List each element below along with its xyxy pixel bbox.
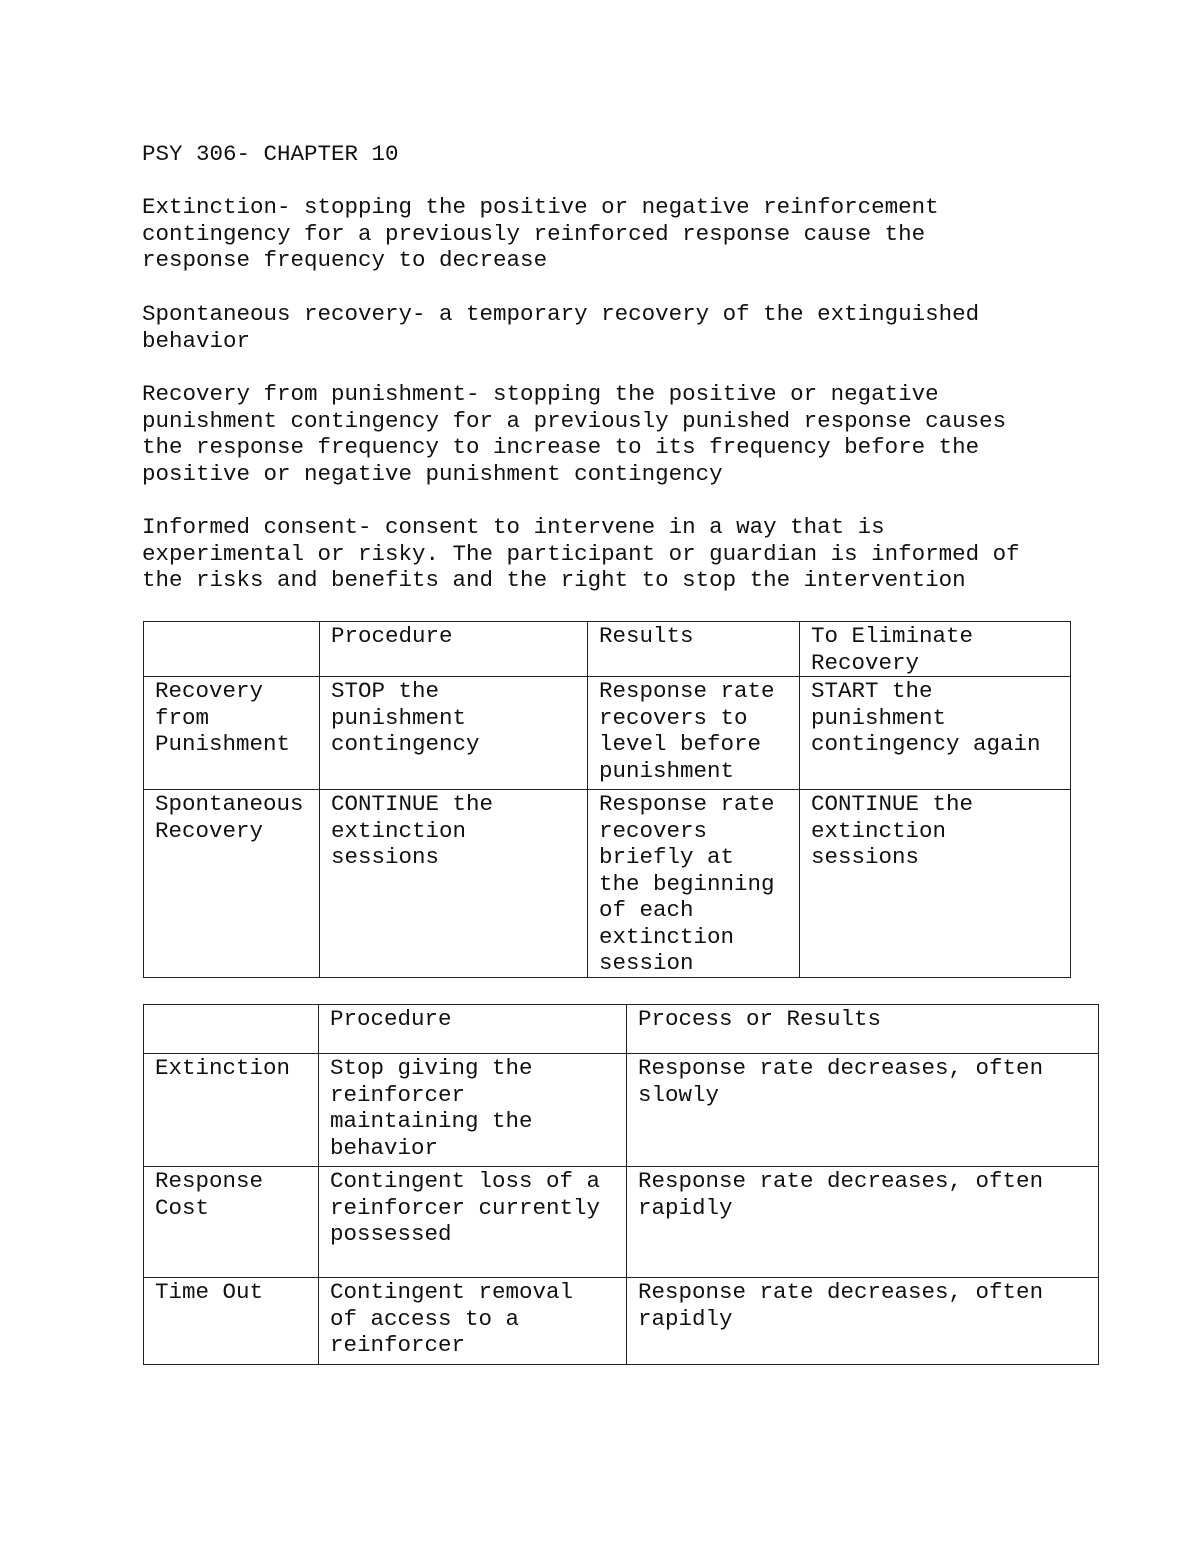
table-header-cell: Procedure bbox=[320, 622, 588, 677]
table-cell: Response rate recovers briefly at the beginning of each extinction session bbox=[588, 790, 800, 978]
table-cell: CONTINUE the extinction sessions bbox=[800, 790, 1071, 978]
table-row bbox=[144, 1054, 1099, 1167]
table-cell: Stop giving the reinforcer maintaining the behavior bbox=[319, 1054, 627, 1167]
table-cell: CONTINUE the extinction sessions bbox=[320, 790, 588, 978]
table-cell: Response rate recovers to level before punishment bbox=[588, 677, 800, 790]
table-header-cell: Results bbox=[588, 622, 800, 677]
recovery-table bbox=[143, 621, 1071, 978]
table-cell: Recovery from Punishment bbox=[144, 677, 320, 790]
table-cell: Response rate decreases, often slowly bbox=[627, 1054, 1099, 1167]
table-cell: Contingent loss of a reinforcer currently possessed bbox=[319, 1167, 627, 1278]
table-header-cell bbox=[144, 1005, 319, 1054]
table-cell: Contingent removal of access to a reinforcer bbox=[319, 1278, 627, 1365]
table-cell: Spontaneous Recovery bbox=[144, 790, 320, 978]
table-cell: Response Cost bbox=[144, 1167, 319, 1278]
document-title: PSY 306- CHAPTER 10 bbox=[142, 141, 399, 167]
table-cell: Response rate decreases, often rapidly bbox=[627, 1278, 1099, 1365]
table-header-cell bbox=[144, 622, 320, 677]
table-row bbox=[144, 790, 1071, 978]
paragraph-informed-consent: Informed consent- consent to intervene in a way that is experimental or risky. The participant or guardian is informed of the risks and benefits and the right to stop the intervention bbox=[142, 514, 1020, 594]
procedures-table bbox=[143, 1004, 1099, 1365]
table-header-cell: Process or Results bbox=[627, 1005, 1099, 1054]
table-header-cell: Procedure bbox=[319, 1005, 627, 1054]
paragraph-spontaneous-recovery: Spontaneous recovery- a temporary recovery of the extinguished behavior bbox=[142, 301, 980, 354]
table-cell: Extinction bbox=[144, 1054, 319, 1167]
paragraph-extinction: Extinction- stopping the positive or negative reinforcement contingency for a previously reinforced response cause the response frequency to decrease bbox=[142, 194, 939, 274]
table-cell: Response rate decreases, often rapidly bbox=[627, 1167, 1099, 1278]
table-cell: Time Out bbox=[144, 1278, 319, 1365]
table-cell: START the punishment contingency again bbox=[800, 677, 1071, 790]
table-row bbox=[144, 677, 1071, 790]
table-header-row bbox=[144, 1005, 1099, 1054]
table-header-cell: To Eliminate Recovery bbox=[800, 622, 1071, 677]
paragraph-recovery-from-punishment: Recovery from punishment- stopping the positive or negative punishment contingency for a previously punished response causes the response frequency to increase to its frequency before the positive or negative punishment contingency bbox=[142, 381, 1007, 488]
table-header-row bbox=[144, 622, 1071, 677]
table-row bbox=[144, 1278, 1099, 1365]
table-cell: STOP the punishment contingency bbox=[320, 677, 588, 790]
table-row bbox=[144, 1167, 1099, 1278]
